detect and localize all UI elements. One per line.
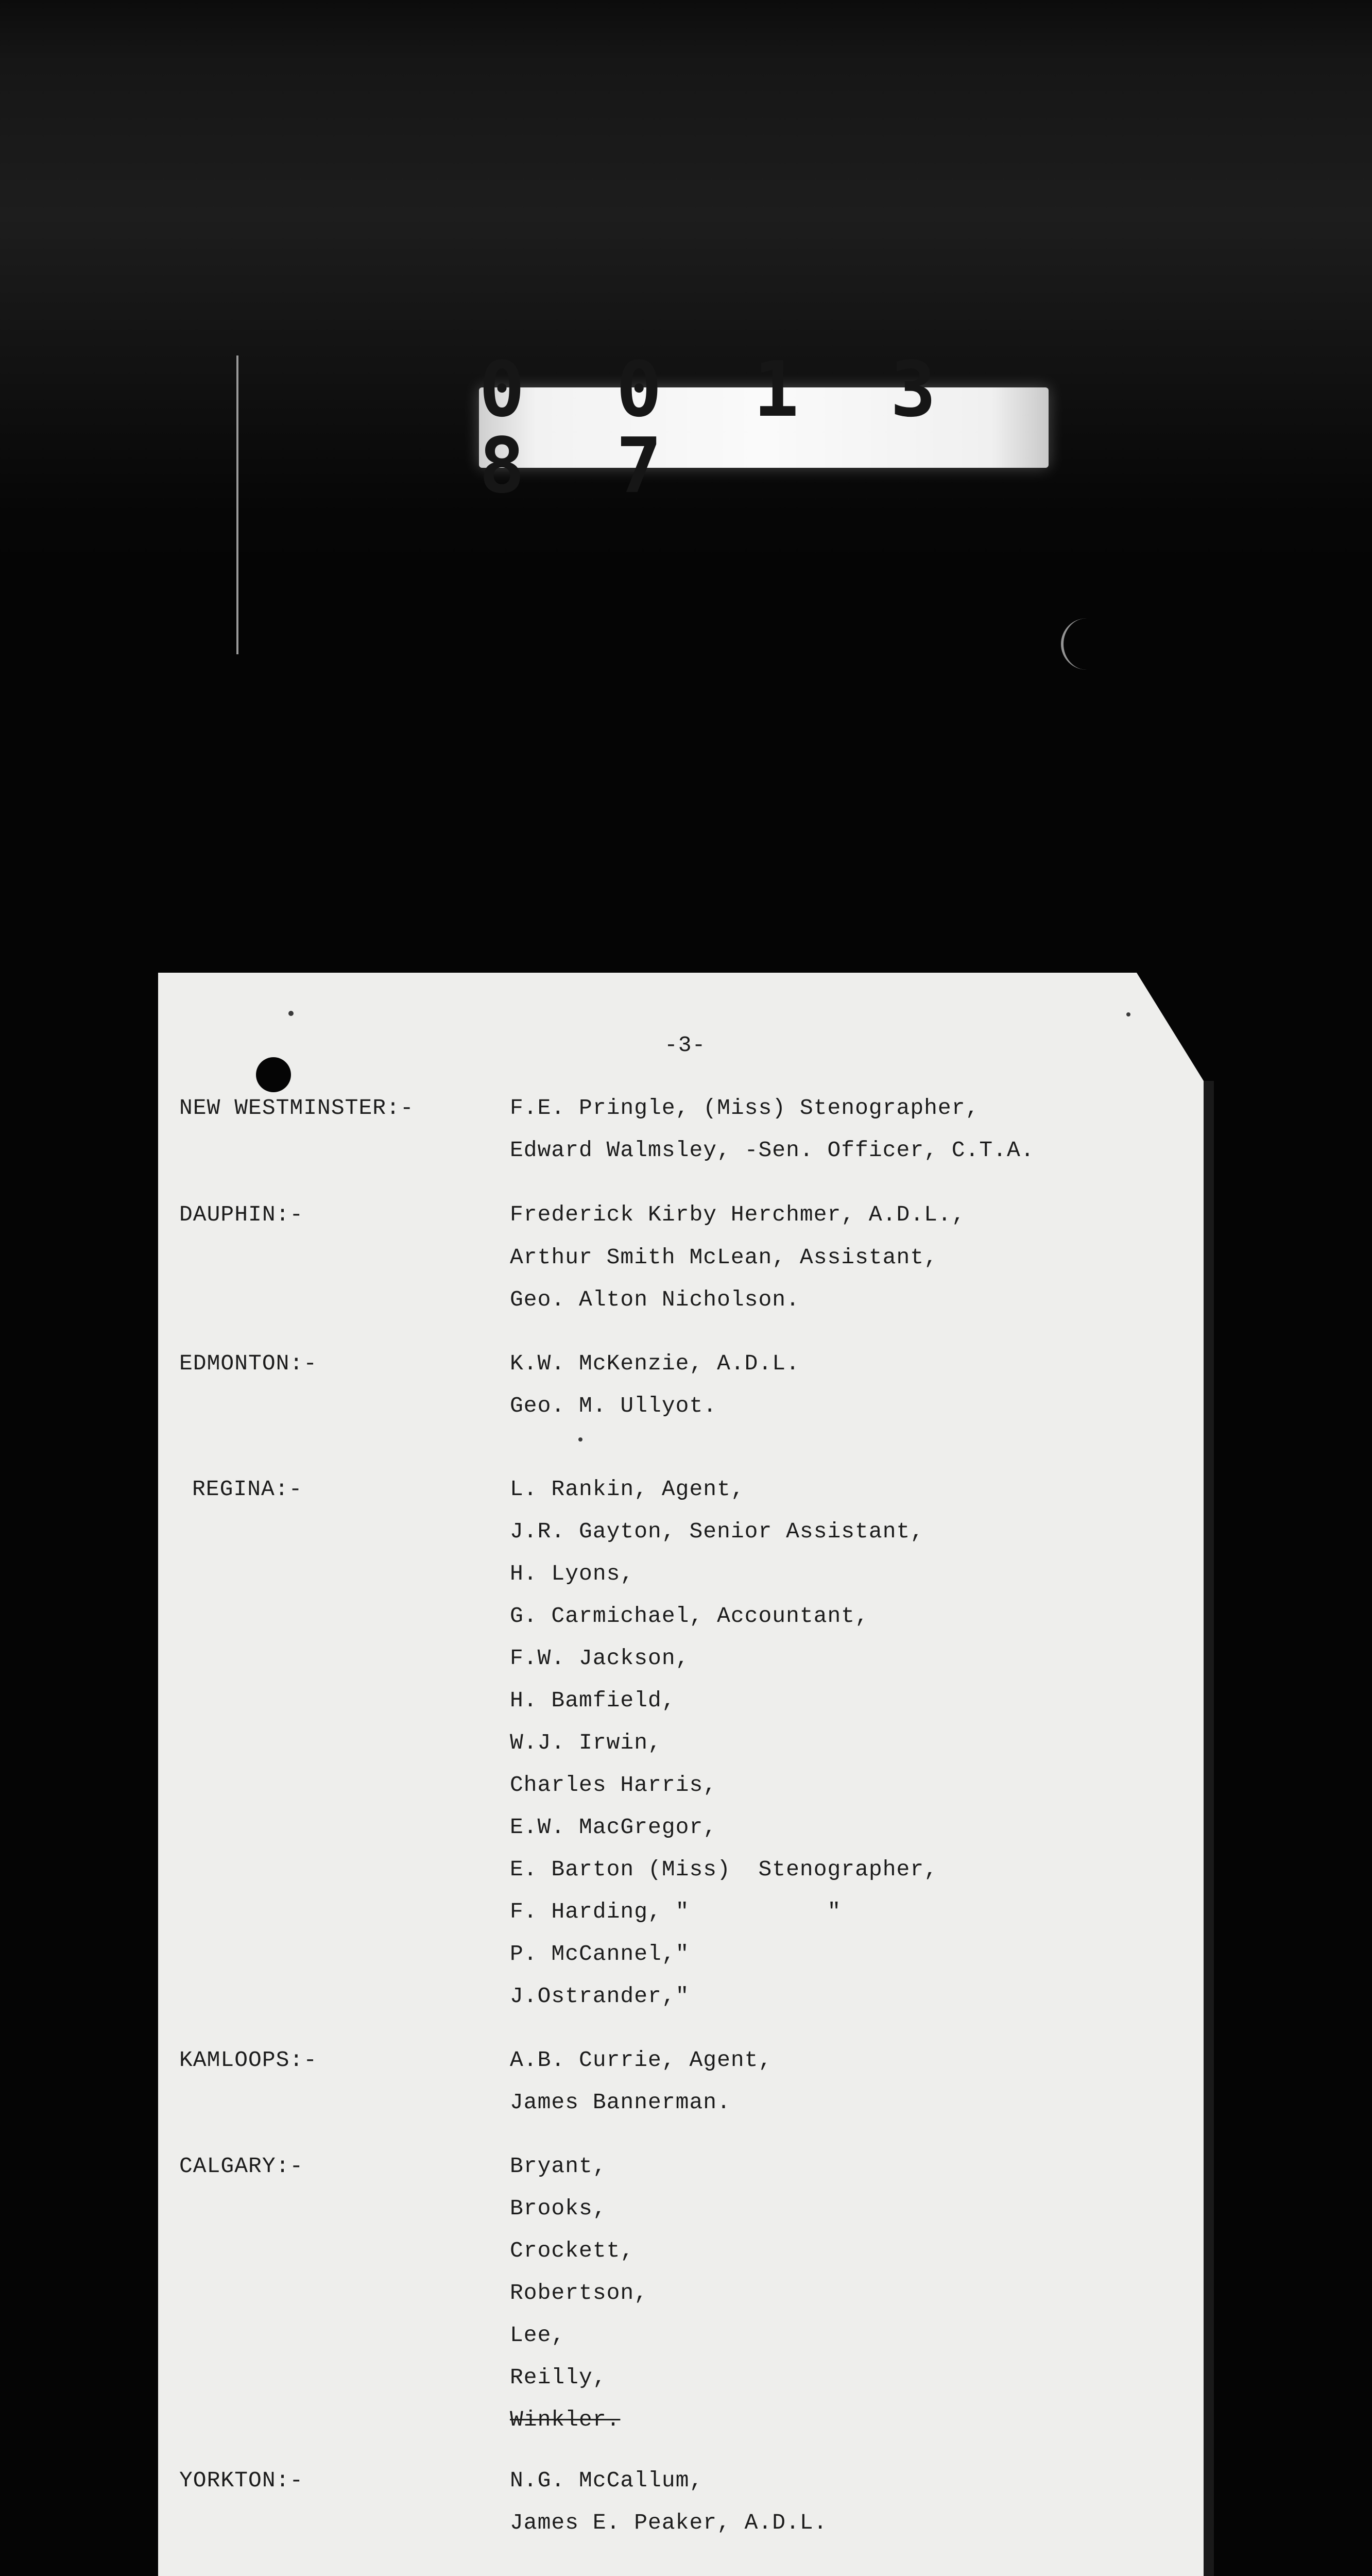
paper-speck (288, 1011, 294, 1016)
office-label-dauphin: DAUPHIN:- (179, 1202, 304, 1227)
staff-line: James Bannerman. (510, 2090, 731, 2115)
paper-speck (578, 1437, 582, 1442)
staff-line: N.G. McCallum, (510, 2468, 704, 2493)
paper-speck (1126, 1012, 1130, 1016)
staff-line: H. Bamfield, (510, 1688, 676, 1713)
staff-line: Geo. Alton Nicholson. (510, 1287, 800, 1312)
staff-line: E. Barton (Miss) Stenographer, (510, 1857, 938, 1882)
staff-line: Charles Harris, (510, 1772, 717, 1798)
staff-line: Bryant, (510, 2154, 607, 2179)
office-label-kamloops: KAMLOOPS:- (179, 2047, 318, 2073)
office-label-edmonton: EDMONTON:- (179, 1351, 318, 1376)
staff-line: G. Carmichael, Accountant, (510, 1603, 869, 1629)
staff-line: J.Ostrander," (510, 1984, 690, 2009)
office-label-new-westminster: NEW WESTMINSTER:- (179, 1095, 414, 1121)
staff-line: F.W. Jackson, (510, 1646, 690, 1671)
staff-line: James E. Peaker, A.D.L. (510, 2510, 828, 2535)
staff-line: Geo. M. Ullyot. (510, 1393, 717, 1418)
frame-counter (479, 345, 1049, 510)
struck-staff-line: Winkler. (510, 2407, 621, 2432)
staff-line: A.B. Currie, Agent, (510, 2047, 773, 2073)
staff-line: F. Harding, " " (510, 1899, 842, 1924)
staff-line: E.W. MacGregor, (510, 1815, 717, 1840)
staff-line: Robertson, (510, 2280, 648, 2306)
office-label-calgary: CALGARY:- (179, 2154, 304, 2179)
staff-line: Arthur Smith McLean, Assistant, (510, 1245, 938, 1270)
office-label-regina: REGINA:- (192, 1477, 303, 1502)
staff-line: Crockett, (510, 2238, 634, 2263)
staff-line: H. Lyons, (510, 1561, 634, 1586)
page-number: -3- (664, 1032, 706, 1058)
frame-number: 0 0 1 3 8 7 (479, 345, 959, 510)
film-scratch-mark (1061, 618, 1100, 670)
punch-hole (256, 1057, 291, 1092)
staff-line: Lee, (510, 2323, 565, 2348)
staff-line: W.J. Irwin, (510, 1730, 662, 1755)
staff-line: J.R. Gayton, Senior Assistant, (510, 1519, 924, 1544)
office-label-yorkton: YORKTON:- (179, 2468, 304, 2493)
page-edge-shadow (1204, 1081, 1214, 2576)
staff-line: Brooks, (510, 2196, 607, 2221)
staff-line: Frederick Kirby Herchmer, A.D.L., (510, 1202, 966, 1227)
staff-line: L. Rankin, Agent, (510, 1477, 745, 1502)
staff-line: P. McCannel," (510, 1941, 690, 1967)
staff-line: F.E. Pringle, (Miss) Stenographer, (510, 1095, 980, 1121)
staff-line: Reilly, (510, 2365, 607, 2390)
staff-line: K.W. McKenzie, A.D.L. (510, 1351, 800, 1376)
film-edge-mark (236, 355, 238, 654)
staff-line: Edward Walmsley, -Sen. Officer, C.T.A. (510, 1138, 1035, 1163)
